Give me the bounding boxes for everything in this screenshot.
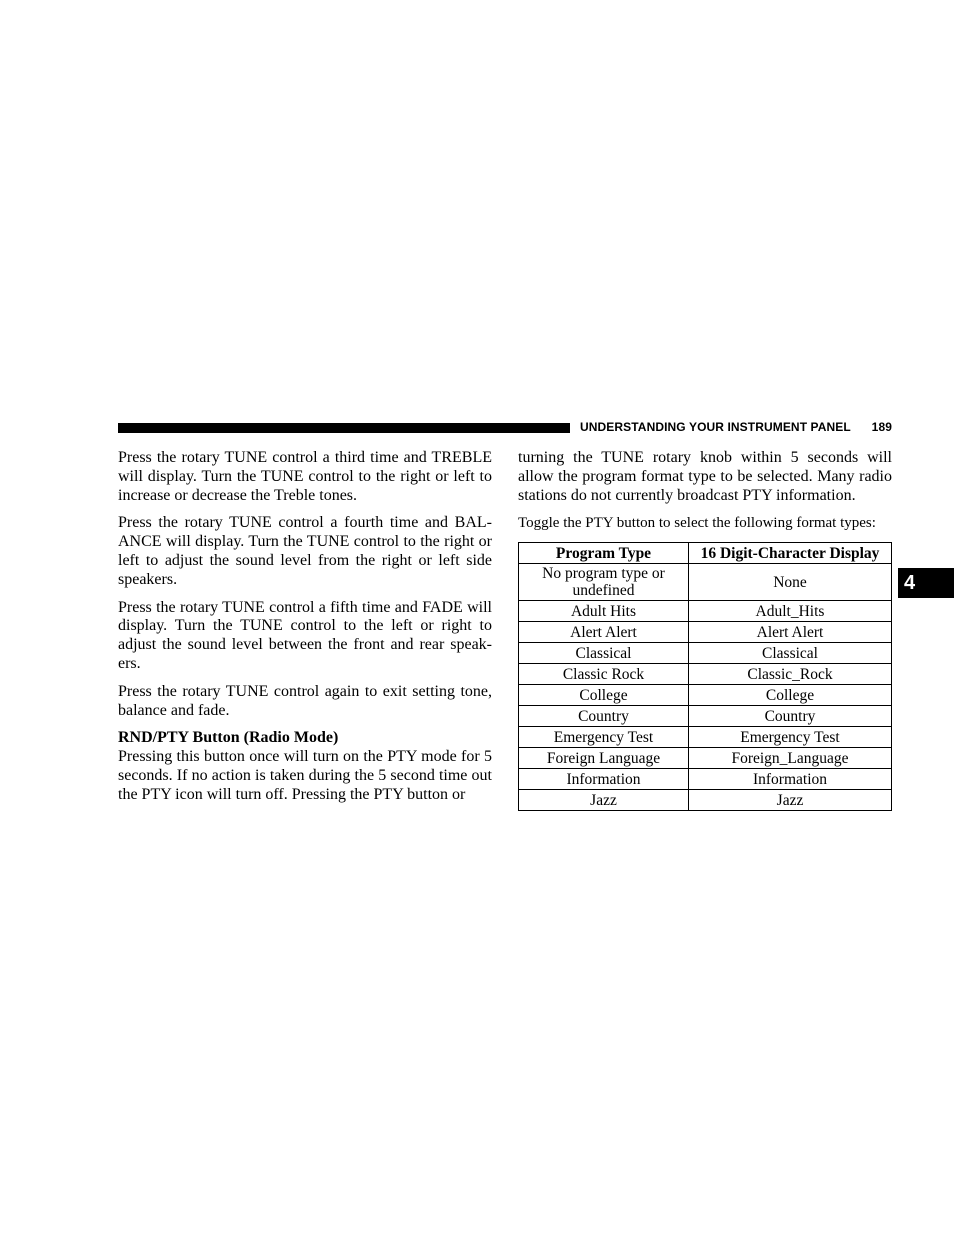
program-type-cell: Foreign Language — [519, 748, 689, 769]
paragraph-exit: Press the rotary TUNE control again to exit setting tone, balance and fade. — [118, 682, 492, 719]
display-cell: Information — [689, 769, 892, 790]
program-type-cell: College — [519, 685, 689, 706]
display-cell: College — [689, 685, 892, 706]
program-type-cell: No program type or undefined — [519, 564, 689, 601]
program-type-cell: Country — [519, 706, 689, 727]
display-cell: None — [689, 564, 892, 601]
display-cell: Classical — [689, 643, 892, 664]
program-type-cell: Alert Alert — [519, 622, 689, 643]
pty-format-table — [518, 542, 892, 811]
table-header-row — [519, 543, 892, 564]
program-type-cell: Jazz — [519, 790, 689, 811]
running-header — [580, 420, 892, 434]
table-row — [519, 601, 892, 622]
table-row — [519, 685, 892, 706]
column-header: Program Type — [519, 543, 689, 564]
paragraph-pty-continued: turning the TUNE rotary knob within 5 seconds will allow the program format type to be selected. Many radio stations do not currently broadcast PTY information. — [518, 449, 892, 504]
display-cell: Classic_Rock — [689, 664, 892, 685]
program-type-cell: Classic Rock — [519, 664, 689, 685]
table-row — [519, 664, 892, 685]
right-column — [518, 449, 892, 811]
table-row — [519, 706, 892, 727]
table-row — [519, 643, 892, 664]
table-row — [519, 769, 892, 790]
program-type-cell: Emergency Test — [519, 727, 689, 748]
toggle-instruction: Toggle the PTY button to select the following format types: — [518, 515, 876, 532]
display-cell: Foreign_Language — [689, 748, 892, 769]
program-type-cell: Adult Hits — [519, 601, 689, 622]
table-row — [519, 748, 892, 769]
table-row — [519, 564, 892, 601]
page-number: 189 — [871, 420, 892, 434]
left-column — [118, 449, 492, 805]
display-cell: Jazz — [689, 790, 892, 811]
section-heading: RND/PTY Button (Radio Mode) — [118, 729, 339, 747]
display-cell: Alert Alert — [689, 622, 892, 643]
table-row — [519, 622, 892, 643]
chapter-tab — [898, 568, 954, 598]
paragraph-pty: Pressing this button once will turn on the PTY mode for 5 seconds. If no action is taken during the 5 second time out the PTY icon will turn off. Pressing the PTY button or — [118, 748, 492, 803]
header-rule — [118, 423, 570, 433]
paragraph-balance: Press the rotary TUNE control a fourth time and BAL-ANCE will display. Turn the TUNE control to the right or left to adjust the sound level from the right or left side speakers. — [118, 514, 492, 588]
chapter-number: 4 — [904, 571, 916, 594]
table-row — [519, 790, 892, 811]
paragraph-fade: Press the rotary TUNE control a fifth time and FADE will display. Turn the TUNE control to the left or right to adjust the sound level between the front and rear speak-ers. — [118, 598, 492, 672]
display-cell: Adult_Hits — [689, 601, 892, 622]
display-cell: Emergency Test — [689, 727, 892, 748]
display-cell: Country — [689, 706, 892, 727]
column-header: 16 Digit-Character Display — [689, 543, 892, 564]
program-type-cell: Classical — [519, 643, 689, 664]
paragraph-treble: Press the rotary TUNE control a third time and TREBLE will display. Turn the TUNE control to the right or left to increase or decrease the Treble tones. — [118, 449, 492, 504]
table-row — [519, 727, 892, 748]
section-title: UNDERSTANDING YOUR INSTRUMENT PANEL — [580, 420, 851, 434]
program-type-cell: Information — [519, 769, 689, 790]
